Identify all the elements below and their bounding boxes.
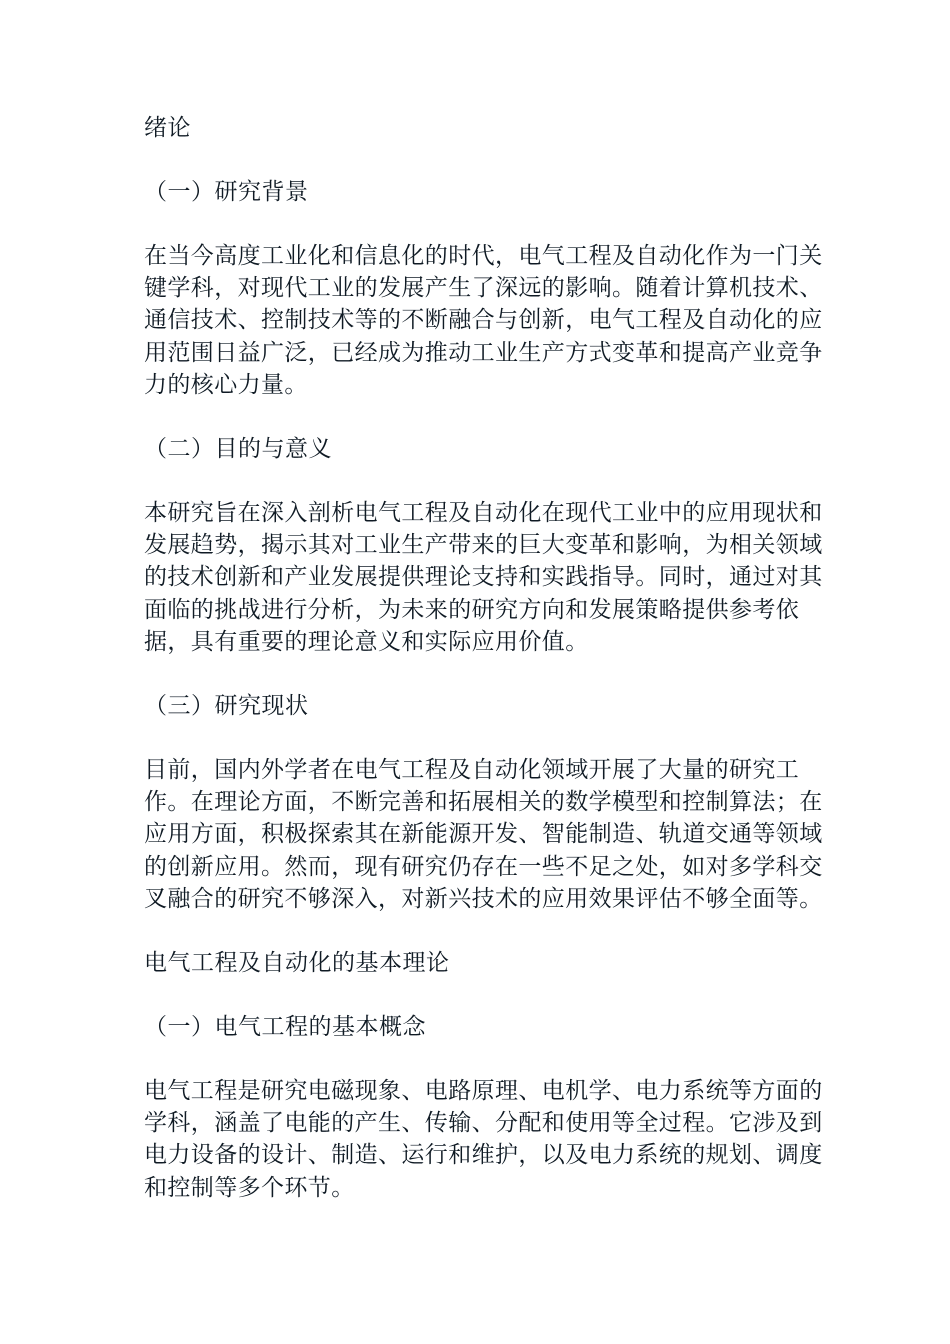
paragraph-research-background: 在当今高度工业化和信息化的时代，电气工程及自动化作为一门关键学科，对现代工业的发展产生了深远的影响。随着计算机技术、通信技术、控制技术等的不断融合与创新，电气工程及自动化的应用范围日益广泛，已经成为推动工业生产方式变革和提高产业竞争力的核心力量。 — [144, 243, 823, 398]
paragraph-purpose-significance: 本研究旨在深入剖析电气工程及自动化在现代工业中的应用现状和发展趋势，揭示其对工业生产带来的巨大变革和影响，为相关领域的技术创新和产业发展提供理论支持和实践指导。同时，通过对其面临的挑战进行分析，为未来的研究方向和发展策略提供参考依据，具有重要的理论意义和实际应用价值。 — [144, 500, 823, 655]
paragraph-basic-concepts: 电气工程是研究电磁现象、电路原理、电机学、电力系统等方面的学科，涵盖了电能的产生、传输、分配和使用等全过程。它涉及到电力设备的设计、制造、运行和维护，以及电力系统的规划、调度和控制等多个环节。 — [144, 1078, 823, 1201]
paragraph-research-status: 目前，国内外学者在电气工程及自动化领域开展了大量的研究工作。在理论方面，不断完善和拓展相关的数学模型和控制算法；在应用方面，积极探索其在新能源开发、智能制造、轨道交通等领域的创新应用。然而，现有研究仍存在一些不足之处，如对多学科交叉融合的研究不够深入，对新兴技术的应用效果评估不够全面等。 — [144, 757, 823, 912]
section-heading-research-background: （一）研究背景 — [144, 179, 309, 205]
chapter-title-basic-theory: 电气工程及自动化的基本理论 — [144, 950, 450, 977]
section-heading-research-status: （三）研究现状 — [144, 693, 309, 720]
section-heading-purpose-significance: （二）目的与意义 — [144, 436, 332, 463]
chapter-title-introduction: 绪论 — [144, 115, 191, 141]
section-heading-basic-concepts: （一）电气工程的基本概念 — [144, 1014, 426, 1041]
document-page — [144, 112, 834, 1204]
